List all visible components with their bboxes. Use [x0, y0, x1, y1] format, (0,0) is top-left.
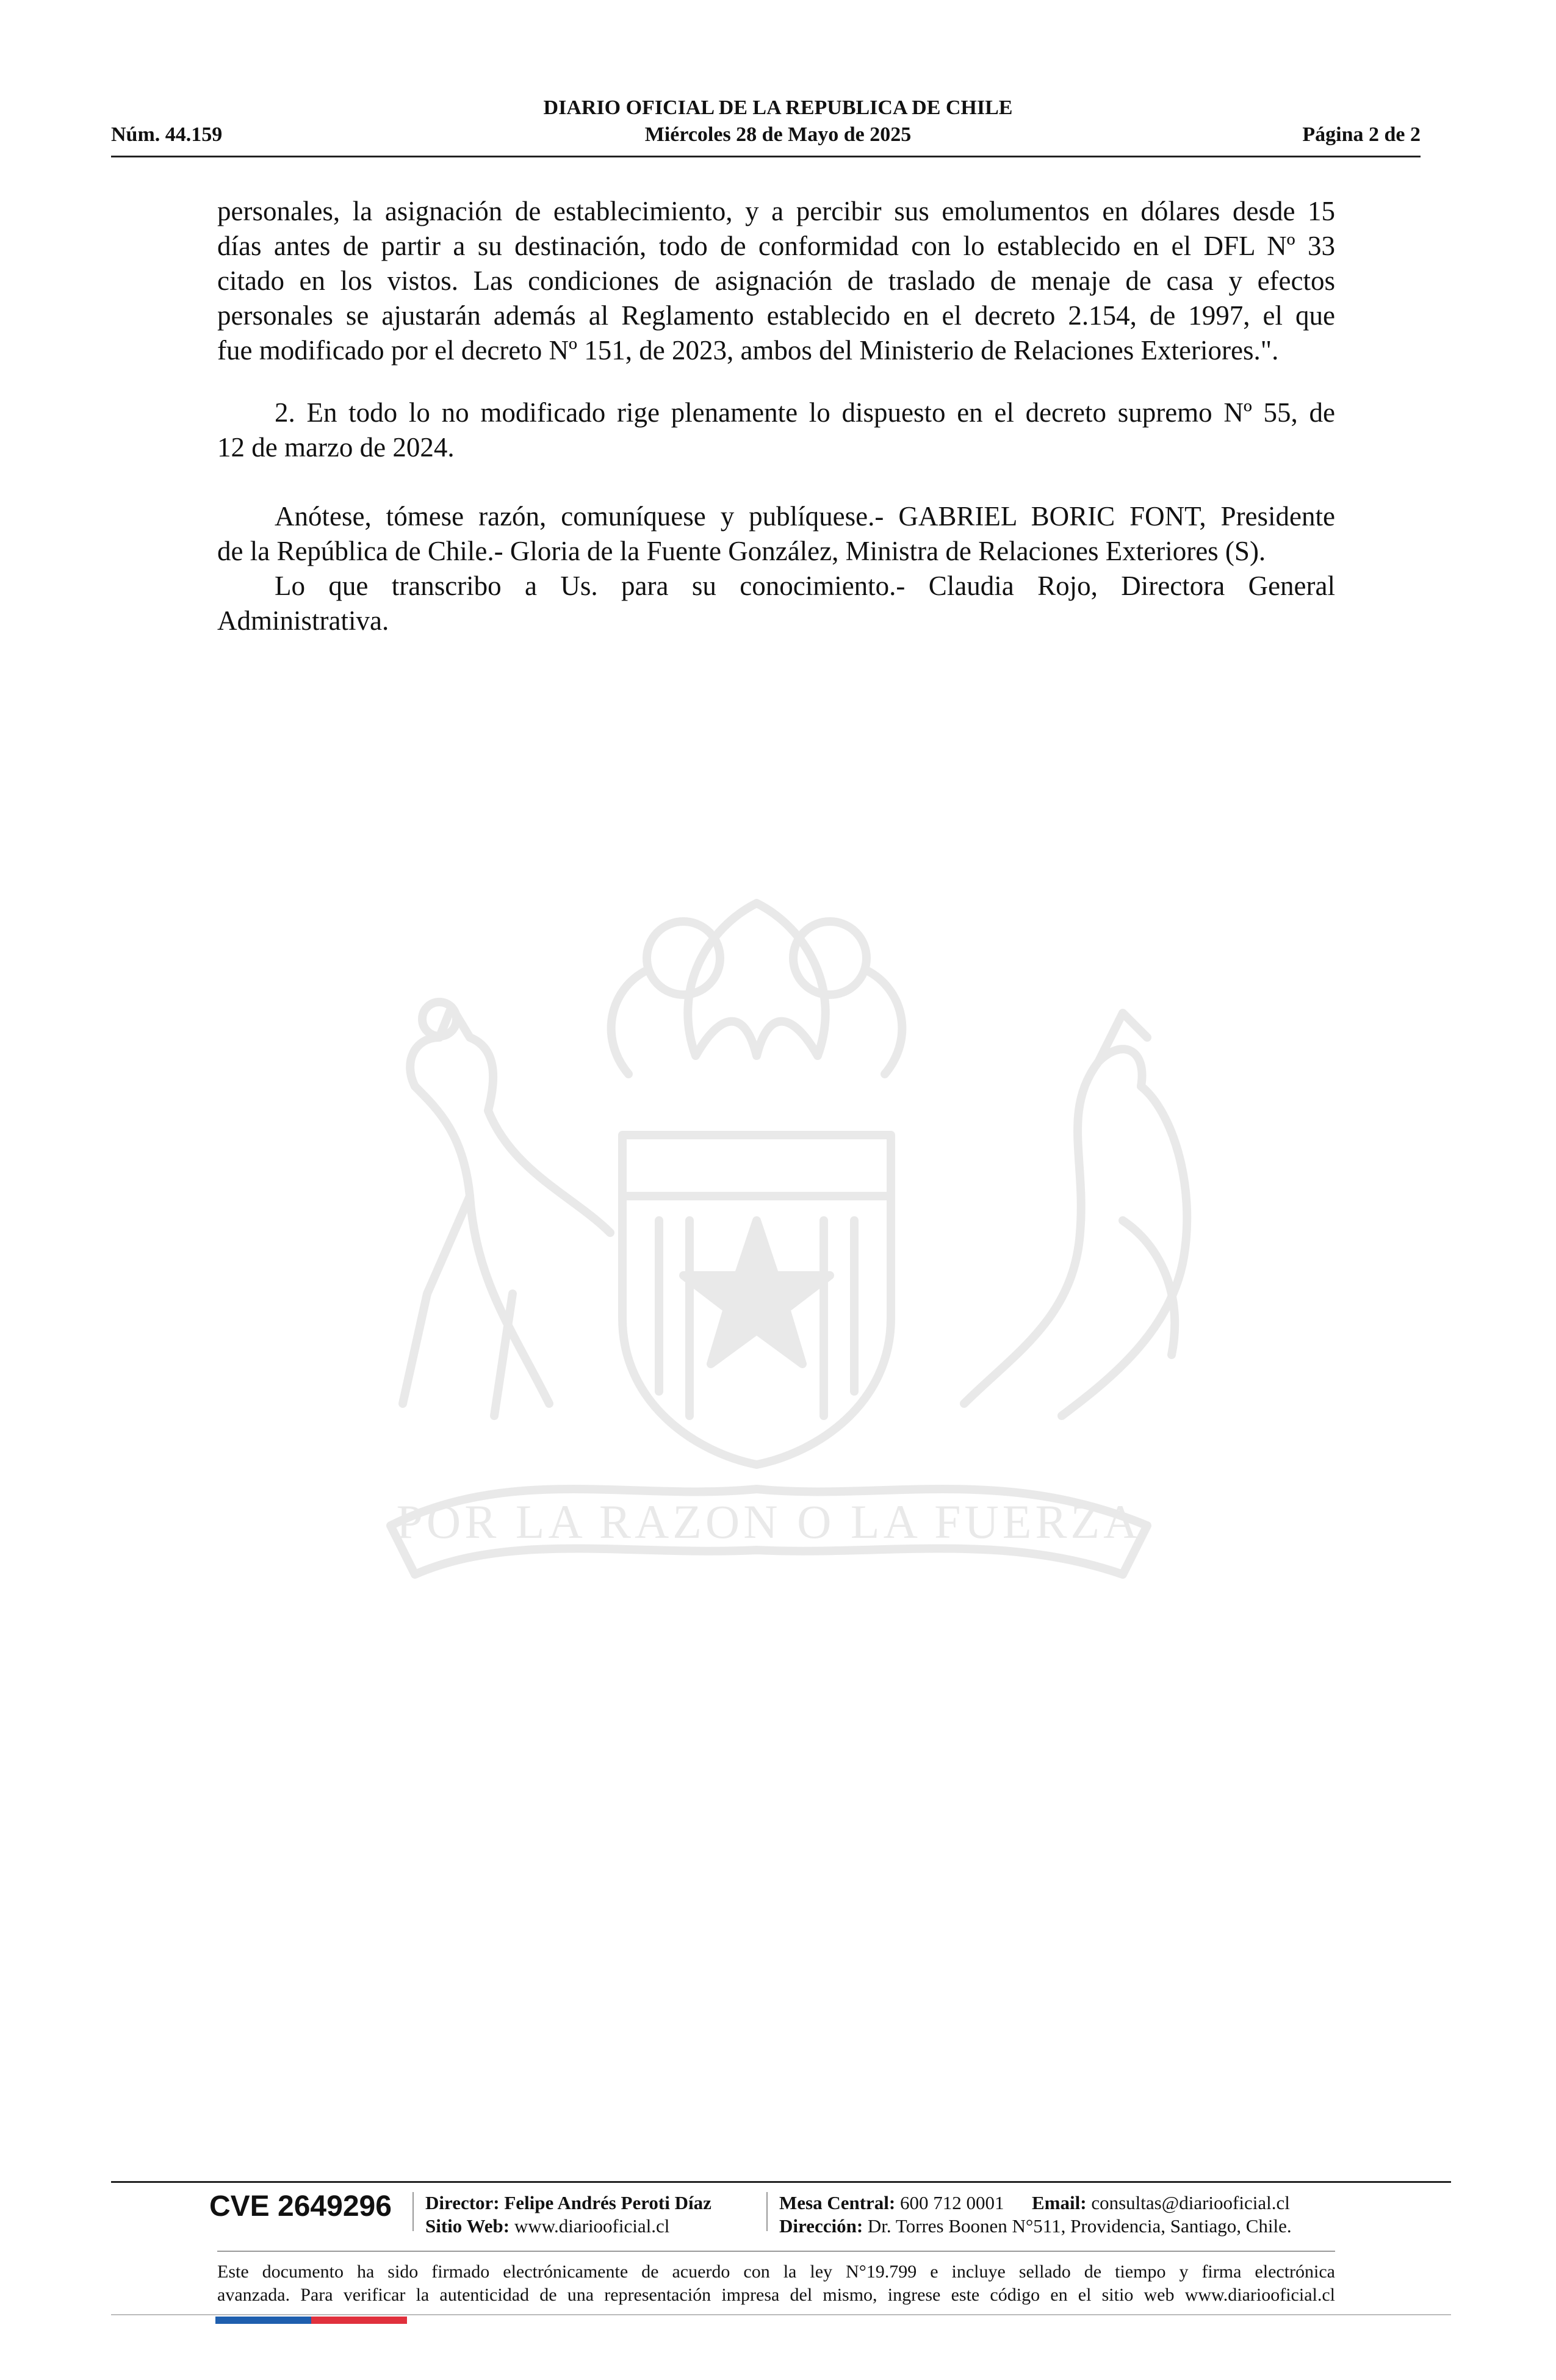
text-line: Anótese, tómese razón, comuníquese y publíquese.- GABRIEL BORIC FONT, Presidente — [275, 501, 1335, 532]
text-line: 12 de marzo de 2024. — [217, 432, 455, 463]
text-line: días antes de partir a su destinación, todo de conformidad con lo establecido en el DFL Nº 33 — [217, 231, 1335, 261]
footer-contact — [779, 2192, 1290, 2214]
footer-bottom-rule — [111, 2314, 1451, 2315]
paragraph-continuation — [217, 194, 1335, 368]
footer-divider-inner — [217, 2251, 1335, 2252]
address-value: Dr. Torres Boonen N°511, Providencia, Santiago, Chile. — [867, 2215, 1292, 2237]
issue-date: Miércoles 28 de Mayo de 2025 — [644, 123, 912, 146]
text-line: citado en los vistos. Las condiciones de asignación de traslado de menaje de casa y efectos — [217, 265, 1335, 296]
text-line: 2. En todo lo no modificado rige plenamente lo dispuesto en el decreto supremo Nº 55, de — [275, 397, 1335, 428]
footer-address — [779, 2215, 1292, 2237]
website-label: Sitio Web: — [425, 2215, 510, 2237]
email-link[interactable]: consultas@diariooficial.cl — [1091, 2192, 1290, 2213]
footer-website — [425, 2215, 669, 2237]
phone-value: 600 712 0001 — [900, 2192, 1004, 2213]
cve-code: CVE 2649296 — [209, 2190, 392, 2223]
text-line: Administrativa. — [217, 605, 389, 636]
text-line: personales, la asignación de establecimiento, y a percibir sus emolumentos en dólares desde 15 — [217, 196, 1335, 226]
website-link[interactable]: www.diariooficial.cl — [514, 2215, 670, 2237]
header-divider — [111, 156, 1421, 157]
footer-separator — [766, 2192, 768, 2231]
newspaper-title: DIARIO OFICIAL DE LA REPUBLICA DE CHILE — [543, 96, 1013, 119]
address-label: Dirección: — [779, 2215, 863, 2237]
note-line: Este documento ha sido firmado electrónicamente de acuerdo con la ley N°19.799 e incluye sellado de tiempo y firma electrónica — [217, 2262, 1335, 2282]
footer-divider — [111, 2181, 1451, 2183]
paragraph-signatures — [217, 499, 1335, 638]
note-line: avanzada. Para verificar la autenticidad de una representación impresa del mismo, ingrese este código en el sitio web www.diariooficial.cl — [217, 2285, 1335, 2305]
text-line: fue modificado por el decreto Nº 151, de 2023, ambos del Ministerio de Relaciones Exteriores.". — [217, 335, 1279, 366]
footer-separator — [412, 2192, 414, 2231]
footer-director — [425, 2192, 711, 2214]
page-indicator: Página 2 de 2 — [1302, 123, 1421, 146]
director-name: Felipe Andrés Peroti Díaz — [504, 2192, 711, 2213]
electronic-signature-note — [217, 2260, 1335, 2307]
text-line: personales se ajustarán además al Reglamento establecido en el decreto 2.154, de 1997, el que — [217, 300, 1335, 331]
email-label: Email: — [1032, 2192, 1087, 2213]
text-line: Lo que transcribo a Us. para su conocimiento.- Claudia Rojo, Directora General — [275, 571, 1335, 601]
paragraph-article-2 — [217, 395, 1335, 465]
phone-label: Mesa Central: — [779, 2192, 896, 2213]
seal-motto: POR LA RAZON O LA FUERZA — [396, 1495, 1142, 1548]
flag-stripe-blue — [215, 2317, 311, 2324]
flag-stripe-red — [311, 2317, 407, 2324]
coat-of-arms-watermark-icon — [207, 854, 1330, 1672]
text-line: de la República de Chile.- Gloria de la Fuente González, Ministra de Relaciones Exteriores (S). — [217, 536, 1266, 566]
director-label: Director: — [425, 2192, 500, 2213]
issue-number: Núm. 44.159 — [111, 123, 223, 146]
